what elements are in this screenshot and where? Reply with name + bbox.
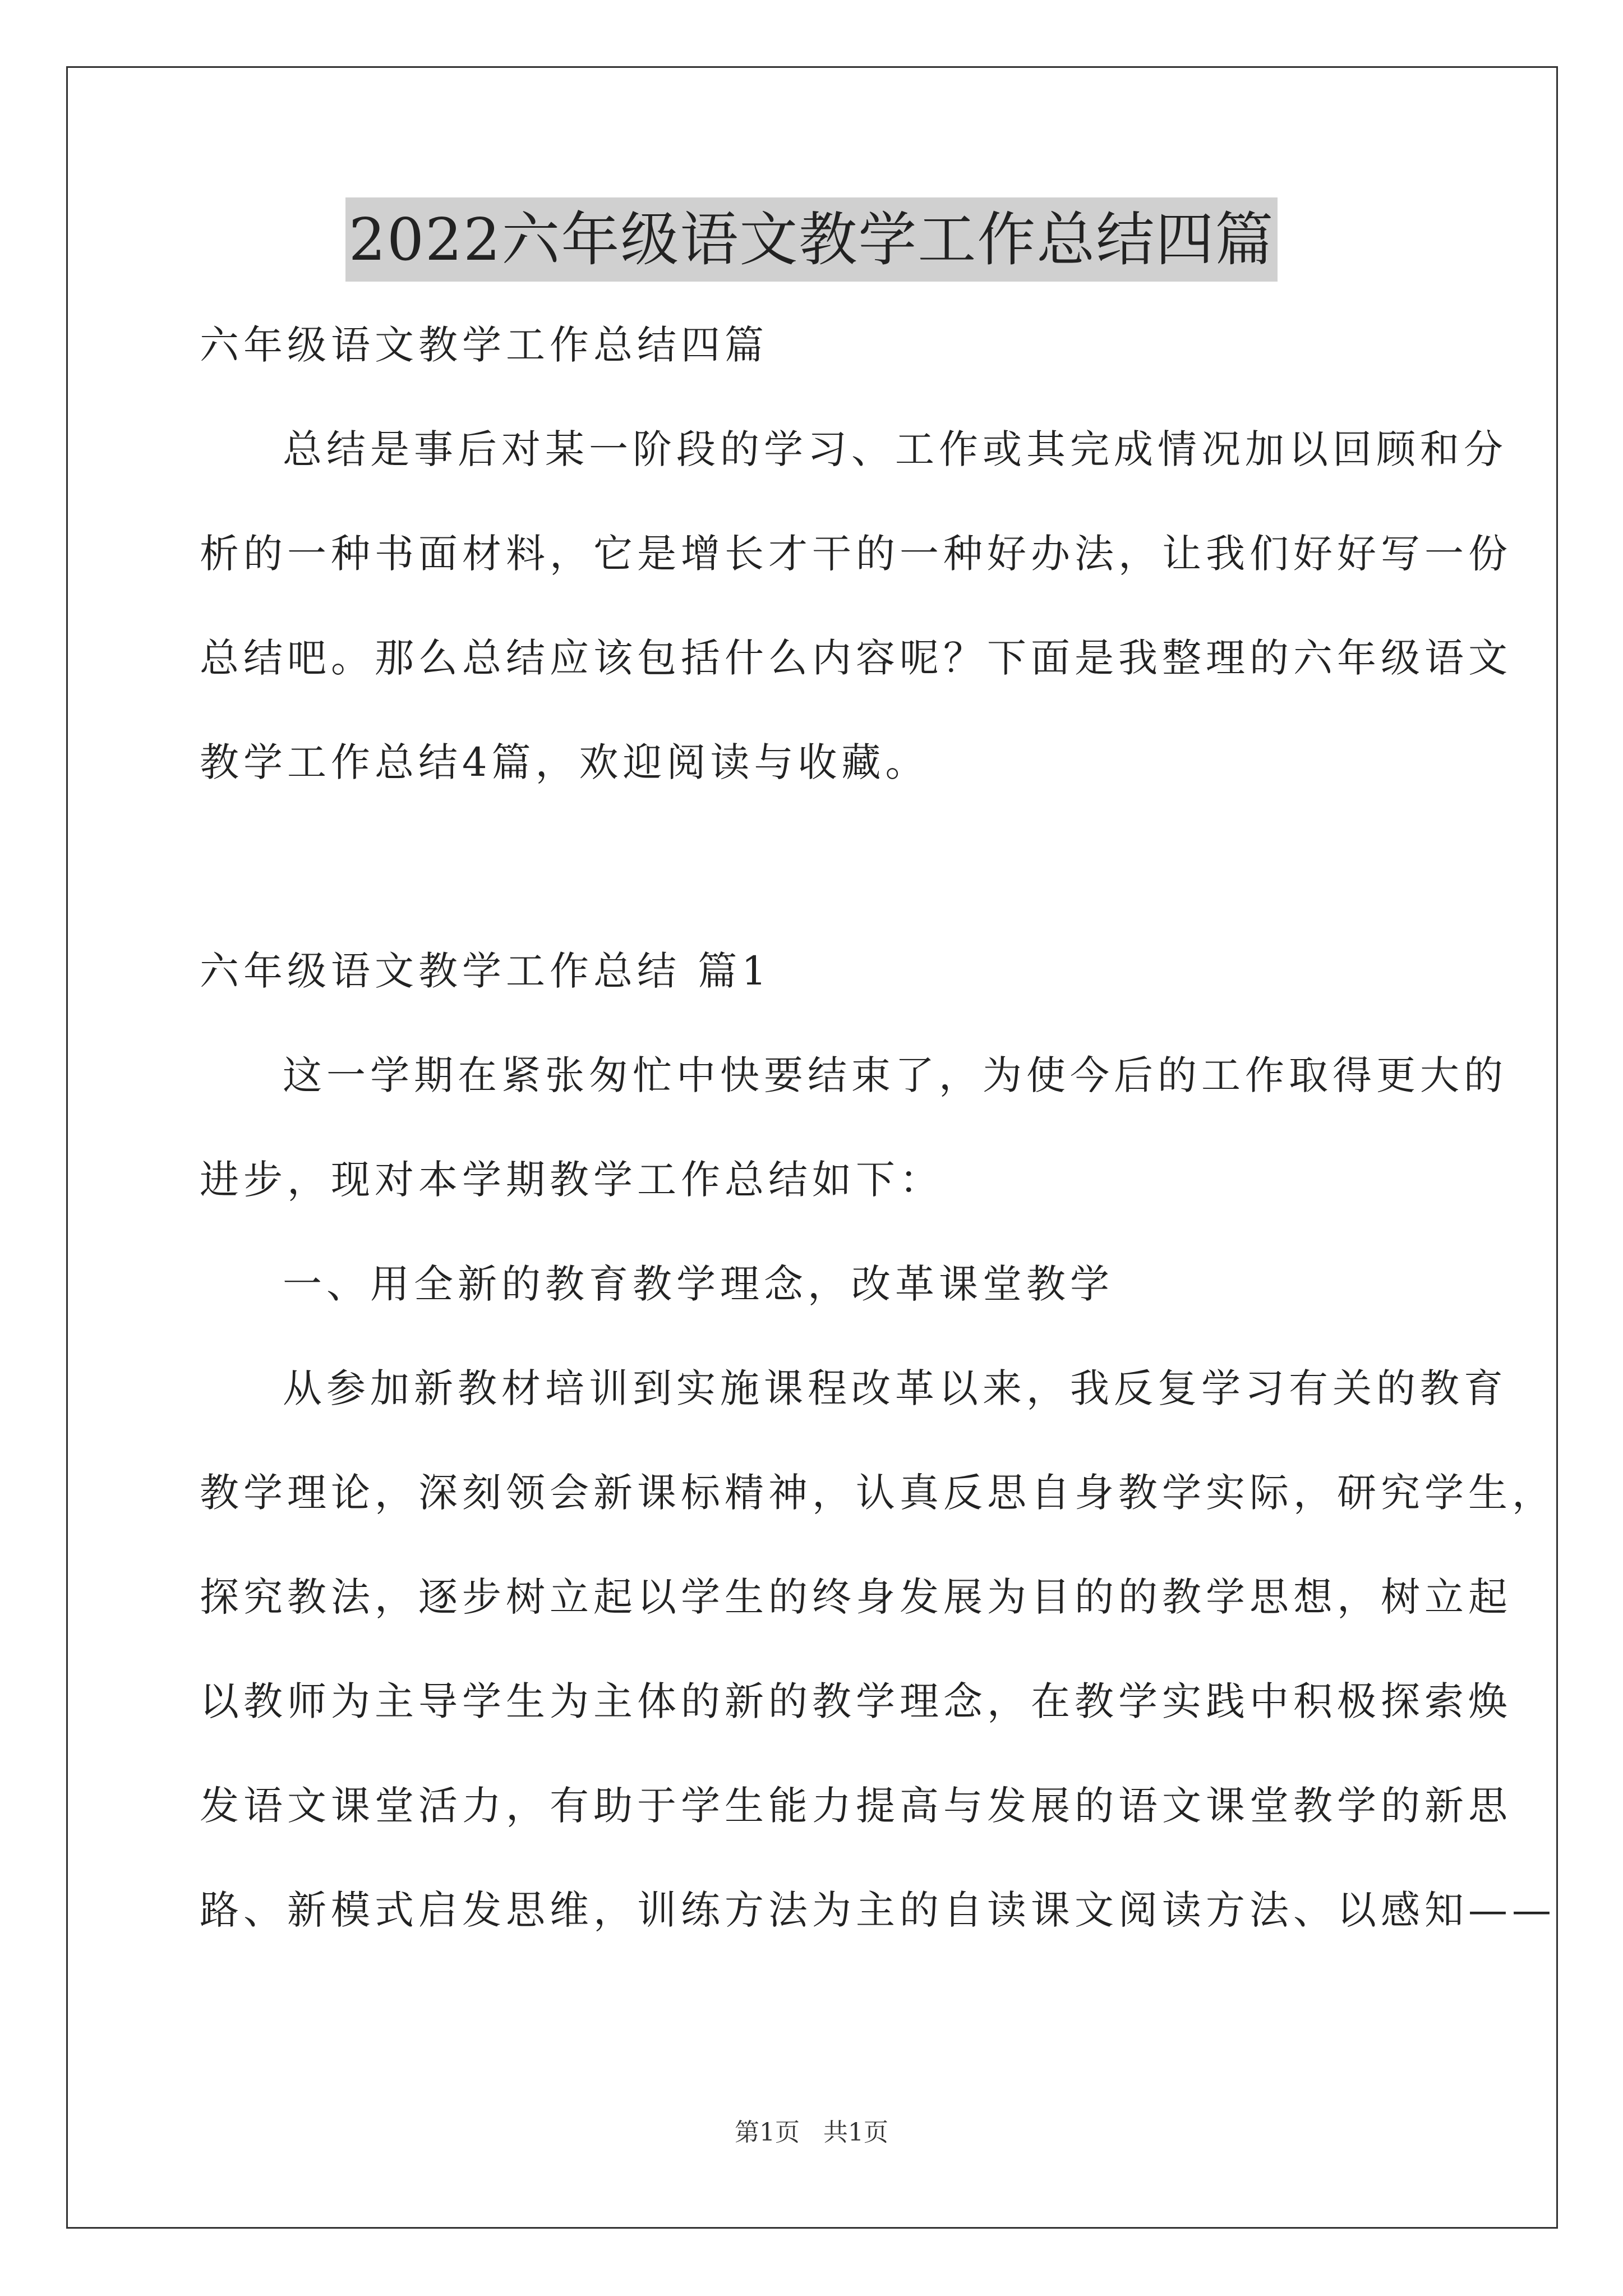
page-number: 第1页 bbox=[735, 2118, 800, 2147]
intro-line: 总结是事后对某一阶段的学习、工作或其完成情况加以回顾和分 bbox=[283, 426, 1507, 472]
intro-line: 总结吧。那么总结应该包括什么内容呢？下面是我整理的六年级语文 bbox=[200, 635, 1512, 681]
document-title: 2022六年级语文教学工作总结四篇 bbox=[345, 197, 1278, 282]
paragraph-line: 教学理论，深刻领会新课标精神，认真反思自身教学实际，研究学生， bbox=[200, 1470, 1556, 1516]
paragraph-line: 从参加新教材培训到实施课程改革以来，我反复学习有关的教育 bbox=[283, 1365, 1507, 1411]
paragraph-line: 以教师为主导学生为主体的新的教学理念，在教学实践中积极探索焕 bbox=[200, 1678, 1512, 1724]
point-heading: 一、用全新的教育教学理念，改革课堂教学 bbox=[283, 1261, 1114, 1307]
section-heading: 六年级语文教学工作总结 篇1 bbox=[200, 948, 771, 994]
paragraph-line: 探究教法，逐步树立起以学生的终身发展为目的的教学思想，树立起 bbox=[200, 1574, 1512, 1620]
intro-line: 教学工作总结4篇，欢迎阅读与收藏。 bbox=[200, 739, 929, 785]
subtitle: 六年级语文教学工作总结四篇 bbox=[200, 322, 768, 368]
intro-line: 析的一种书面材料，它是增长才干的一种好办法，让我们好好写一份 bbox=[200, 531, 1512, 577]
page-total: 共1页 bbox=[823, 2118, 888, 2147]
page-footer bbox=[0, 2116, 1623, 2150]
paragraph-line: 发语文课堂活力，有助于学生能力提高与发展的语文课堂教学的新思 bbox=[200, 1783, 1512, 1829]
document-body bbox=[200, 302, 1556, 1933]
paragraph-line: 这一学期在紧张匆忙中快要结束了，为使今后的工作取得更大的 bbox=[283, 1052, 1507, 1098]
paragraph-line: 进步，现对本学期教学工作总结如下： bbox=[200, 1157, 943, 1203]
title-area bbox=[0, 197, 1623, 282]
paragraph-line: 路、新模式启发思维，训练方法为主的自读课文阅读方法、以感知—— bbox=[200, 1887, 1556, 1933]
